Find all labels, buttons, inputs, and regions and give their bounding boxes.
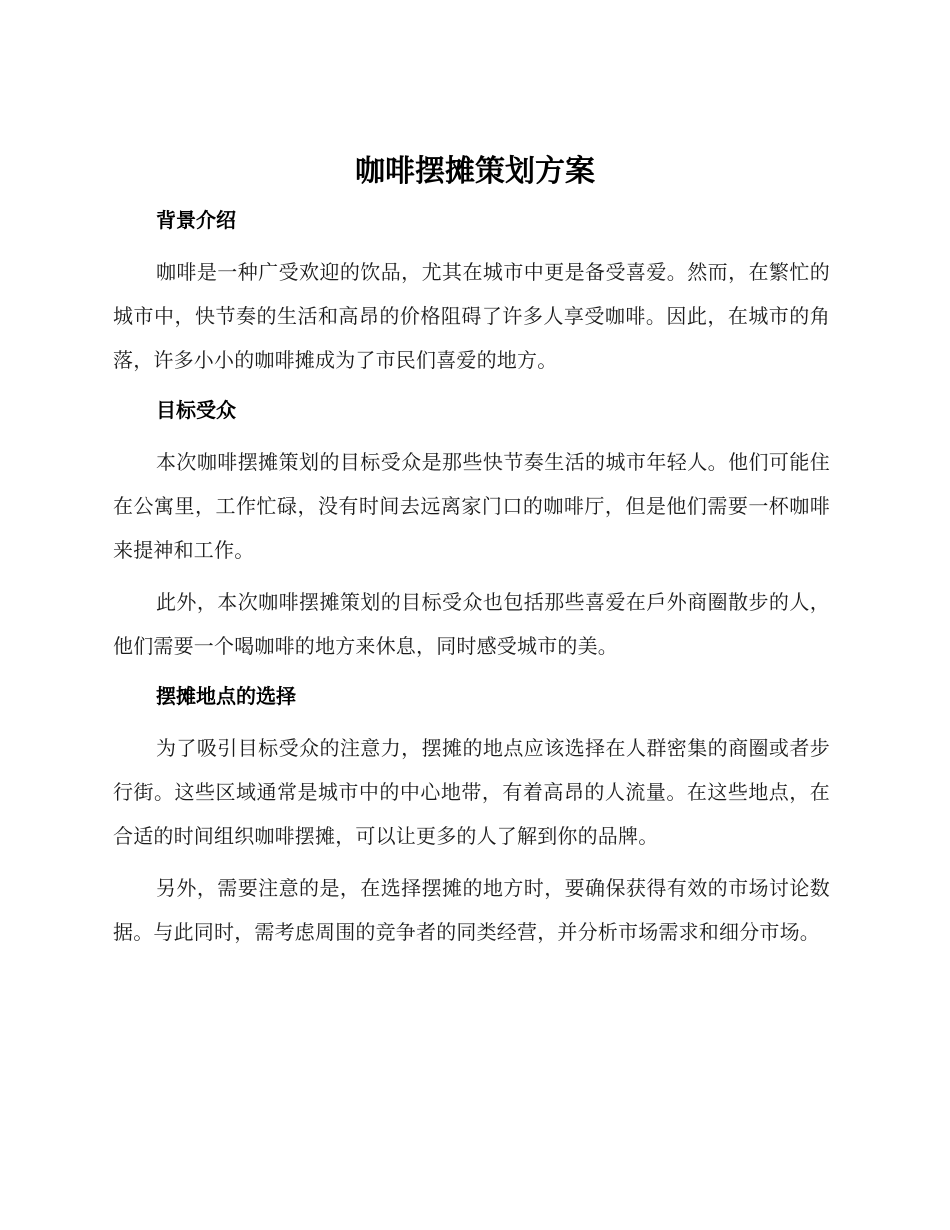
paragraph: 此外，本次咖啡摆摊策划的目标受众也包括那些喜爱在戶外商圈散步的人，他们需要一个喝咖啡的地方来休息，同时感受城市的美。 [113, 590, 830, 658]
document-title: 咖啡摆摊策划方案 [355, 154, 595, 189]
section-location-choice [113, 676, 830, 954]
section-background [113, 200, 830, 390]
paragraph: 为了吸引目标受众的注意力，摆摊的地点应该选择在人群密集的商圈或者步行街。这些区域通常是城市中的中心地带，有着高昂的人流量。在这些地点，在合适的时间组织咖啡摆摊，可以让更多的人了解到你的品牌。 [113, 736, 830, 848]
paragraph: 本次咖啡摆摊策划的目标受众是那些快节奏生活的城市年轻人。他们可能住在公寓里，工作忙碌，没有时间去远离家门口的咖啡厅，但是他们需要一杯咖啡来提神和工作。 [113, 450, 830, 562]
paragraph: 另外，需要注意的是，在选择摆摊的地方时，要确保获得有效的市场讨论数据。与此同时，需考虑周围的竞争者的同类经营，并分析市场需求和细分市场。 [113, 876, 830, 944]
document-body [113, 200, 830, 954]
section-target-audience [113, 390, 830, 676]
paragraph: 咖啡是一种广受欢迎的饮品，尤其在城市中更是备受喜爱。然而，在繁忙的城市中，快节奏的生活和高昂的价格阻碍了许多人享受咖啡。因此，在城市的角落，许多小小的咖啡摊成为了市民们喜爱的地方。 [113, 260, 830, 372]
section-heading-target-audience: 目标受众 [156, 398, 236, 422]
section-heading-background: 背景介绍 [156, 208, 236, 232]
section-heading-location-choice: 摆摊地点的选择 [156, 684, 296, 708]
